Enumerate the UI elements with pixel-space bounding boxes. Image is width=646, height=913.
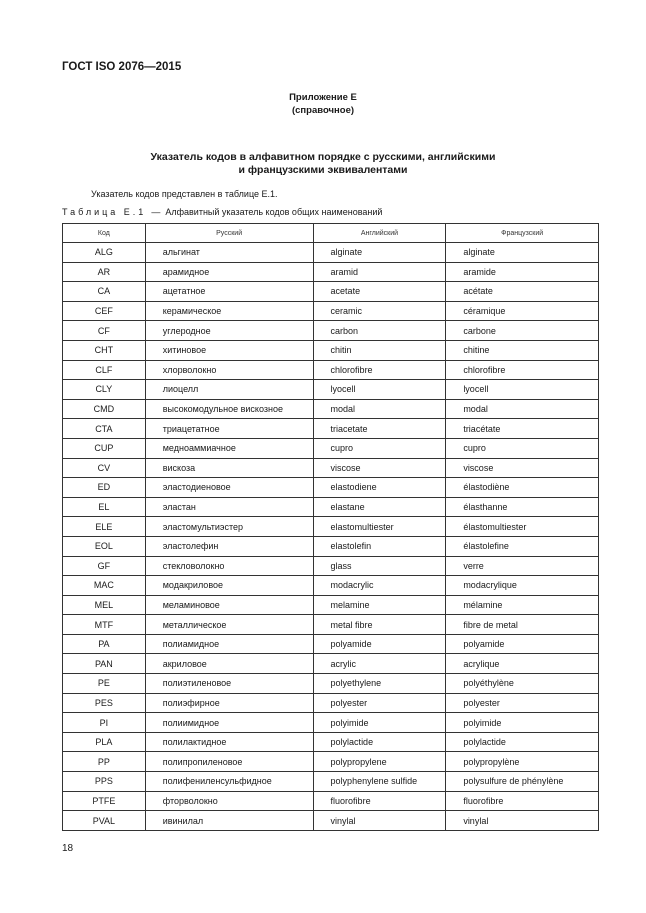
cell-russian: медноаммиачное — [145, 438, 313, 458]
cell-russian: модакриловое — [145, 576, 313, 596]
cell-russian: полипропиленовое — [145, 752, 313, 772]
cell-code: PE — [63, 674, 146, 694]
table-row — [63, 634, 599, 654]
cell-french: modal — [446, 399, 599, 419]
cell-french: acrylique — [446, 654, 599, 674]
cell-code: CUP — [63, 438, 146, 458]
cell-french: alginate — [446, 243, 599, 263]
cell-french: élastodiène — [446, 478, 599, 498]
cell-french: chitine — [446, 340, 599, 360]
cell-french: verre — [446, 556, 599, 576]
table-caption — [62, 207, 382, 217]
cell-french: mélamine — [446, 595, 599, 615]
cell-english: viscose — [313, 458, 446, 478]
cell-code: PLA — [63, 732, 146, 752]
cell-english: lyocell — [313, 380, 446, 400]
cell-russian: вискоза — [145, 458, 313, 478]
cell-english: modacrylic — [313, 576, 446, 596]
cell-french: acétate — [446, 282, 599, 302]
cell-french: aramide — [446, 262, 599, 282]
cell-english: melamine — [313, 595, 446, 615]
cell-english: polypropylene — [313, 752, 446, 772]
annex-label: Приложение Е — [289, 92, 357, 103]
cell-code: PVAL — [63, 811, 146, 831]
cell-russian: керамическое — [145, 301, 313, 321]
cell-french: céramique — [446, 301, 599, 321]
table-row — [63, 713, 599, 733]
cell-code: EL — [63, 497, 146, 517]
cell-russian: лиоцелл — [145, 380, 313, 400]
cell-russian: триацетатное — [145, 419, 313, 439]
cell-french: polyamide — [446, 634, 599, 654]
cell-russian: меламиновое — [145, 595, 313, 615]
cell-russian: эластолефин — [145, 536, 313, 556]
table-caption-text: Алфавитный указатель кодов общих наименований — [165, 207, 383, 217]
cell-english: aramid — [313, 262, 446, 282]
cell-code: CV — [63, 458, 146, 478]
cell-english: modal — [313, 399, 446, 419]
cell-english: vinylal — [313, 811, 446, 831]
cell-russian: эластан — [145, 497, 313, 517]
table-header-row — [63, 224, 599, 243]
cell-english: chitin — [313, 340, 446, 360]
cell-russian: хлорволокно — [145, 360, 313, 380]
cell-code: PI — [63, 713, 146, 733]
table-row — [63, 732, 599, 752]
cell-code: GF — [63, 556, 146, 576]
cell-english: chlorofibre — [313, 360, 446, 380]
table-row — [63, 438, 599, 458]
codes-table — [62, 223, 599, 831]
table-row — [63, 772, 599, 792]
table-row — [63, 458, 599, 478]
annex-subtitle: (справочное) — [291, 105, 355, 116]
cell-russian: полиэтиленовое — [145, 674, 313, 694]
cell-french: polyimide — [446, 713, 599, 733]
table-row — [63, 752, 599, 772]
cell-french: triacétate — [446, 419, 599, 439]
cell-russian: углеродное — [145, 321, 313, 341]
document-code: ГОСТ ISO 2076—2015 — [62, 61, 182, 73]
cell-russian: арамидное — [145, 262, 313, 282]
cell-code: PP — [63, 752, 146, 772]
table-row — [63, 340, 599, 360]
cell-english: triacetate — [313, 419, 446, 439]
section-heading — [0, 151, 646, 177]
cell-french: polypropylène — [446, 752, 599, 772]
cell-english: carbon — [313, 321, 446, 341]
cell-english: polyethylene — [313, 674, 446, 694]
cell-russian: полиамидное — [145, 634, 313, 654]
cell-code: PTFE — [63, 791, 146, 811]
cell-french: polylactide — [446, 732, 599, 752]
cell-russian: высокомодульное вискозное — [145, 399, 313, 419]
heading-line-1: Указатель кодов в алфавитном порядке с русскими, английскими — [150, 151, 496, 163]
cell-code: MTF — [63, 615, 146, 635]
cell-english: polylactide — [313, 732, 446, 752]
cell-code: PA — [63, 634, 146, 654]
cell-french: élastomultiester — [446, 517, 599, 537]
cell-french: vinylal — [446, 811, 599, 831]
table-row — [63, 693, 599, 713]
table-row — [63, 282, 599, 302]
cell-french: fluorofibre — [446, 791, 599, 811]
annex-title — [0, 91, 646, 117]
cell-russian: полилактидное — [145, 732, 313, 752]
cell-russian: эластодиеновое — [145, 478, 313, 498]
cell-english: polyimide — [313, 713, 446, 733]
cell-russian: стекловолокно — [145, 556, 313, 576]
table-row — [63, 301, 599, 321]
cell-english: fluorofibre — [313, 791, 446, 811]
cell-russian: фторволокно — [145, 791, 313, 811]
cell-english: polyester — [313, 693, 446, 713]
cell-russian: эластомультиэстер — [145, 517, 313, 537]
header-code: Код — [63, 224, 146, 243]
cell-russian: акриловое — [145, 654, 313, 674]
cell-russian: ивинилал — [145, 811, 313, 831]
cell-code: PPS — [63, 772, 146, 792]
cell-russian: полиэфирное — [145, 693, 313, 713]
table-caption-dash: — — [151, 207, 161, 217]
cell-russian: ацетатное — [145, 282, 313, 302]
intro-paragraph: Указатель кодов представлен в таблице Е.1. — [91, 189, 278, 199]
cell-english: polyphenylene sulfide — [313, 772, 446, 792]
table-row — [63, 595, 599, 615]
table-row — [63, 399, 599, 419]
cell-code: PES — [63, 693, 146, 713]
table-row — [63, 811, 599, 831]
table-row — [63, 262, 599, 282]
cell-russian: альгинат — [145, 243, 313, 263]
cell-french: polysulfure de phénylène — [446, 772, 599, 792]
cell-code: CMD — [63, 399, 146, 419]
cell-french: cupro — [446, 438, 599, 458]
table-caption-label: Таблица Е.1 — [62, 207, 147, 217]
cell-russian: полиимидное — [145, 713, 313, 733]
table-row — [63, 360, 599, 380]
table-row — [63, 419, 599, 439]
cell-french: polyester — [446, 693, 599, 713]
table-row — [63, 243, 599, 263]
table-row — [63, 380, 599, 400]
cell-french: modacrylique — [446, 576, 599, 596]
cell-russian: металлическое — [145, 615, 313, 635]
cell-english: alginate — [313, 243, 446, 263]
cell-code: CEF — [63, 301, 146, 321]
cell-english: elastane — [313, 497, 446, 517]
cell-code: EOL — [63, 536, 146, 556]
cell-english: acetate — [313, 282, 446, 302]
cell-code: CTA — [63, 419, 146, 439]
header-english: Английский — [313, 224, 446, 243]
header-french: Французский — [446, 224, 599, 243]
cell-code: ED — [63, 478, 146, 498]
cell-code: CLY — [63, 380, 146, 400]
cell-code: CF — [63, 321, 146, 341]
cell-code: AR — [63, 262, 146, 282]
table-row — [63, 791, 599, 811]
cell-french: chlorofibre — [446, 360, 599, 380]
table-row — [63, 517, 599, 537]
cell-english: acrylic — [313, 654, 446, 674]
cell-french: viscose — [446, 458, 599, 478]
cell-code: CLF — [63, 360, 146, 380]
cell-french: élastolefine — [446, 536, 599, 556]
table-row — [63, 321, 599, 341]
cell-english: metal fibre — [313, 615, 446, 635]
cell-code: ELE — [63, 517, 146, 537]
cell-code: CA — [63, 282, 146, 302]
cell-english: elastodiene — [313, 478, 446, 498]
page-number: 18 — [62, 843, 74, 854]
cell-english: elastomultiester — [313, 517, 446, 537]
cell-french: fibre de metal — [446, 615, 599, 635]
cell-english: glass — [313, 556, 446, 576]
cell-code: MEL — [63, 595, 146, 615]
table-row — [63, 536, 599, 556]
cell-english: ceramic — [313, 301, 446, 321]
heading-line-2: и французскими эквивалентами — [238, 164, 408, 176]
table-body — [63, 243, 599, 831]
cell-code: CHT — [63, 340, 146, 360]
cell-code: ALG — [63, 243, 146, 263]
table-row — [63, 478, 599, 498]
table-row — [63, 654, 599, 674]
table-row — [63, 576, 599, 596]
table-row — [63, 615, 599, 635]
cell-english: elastolefin — [313, 536, 446, 556]
cell-code: PAN — [63, 654, 146, 674]
cell-english: polyamide — [313, 634, 446, 654]
cell-french: carbone — [446, 321, 599, 341]
cell-french: polyéthylène — [446, 674, 599, 694]
cell-english: cupro — [313, 438, 446, 458]
table-row — [63, 674, 599, 694]
cell-code: MAC — [63, 576, 146, 596]
table-row — [63, 497, 599, 517]
cell-french: lyocell — [446, 380, 599, 400]
cell-russian: полифениленсульфидное — [145, 772, 313, 792]
cell-russian: хитиновое — [145, 340, 313, 360]
cell-french: élasthanne — [446, 497, 599, 517]
table-row — [63, 556, 599, 576]
header-russian: Русский — [145, 224, 313, 243]
